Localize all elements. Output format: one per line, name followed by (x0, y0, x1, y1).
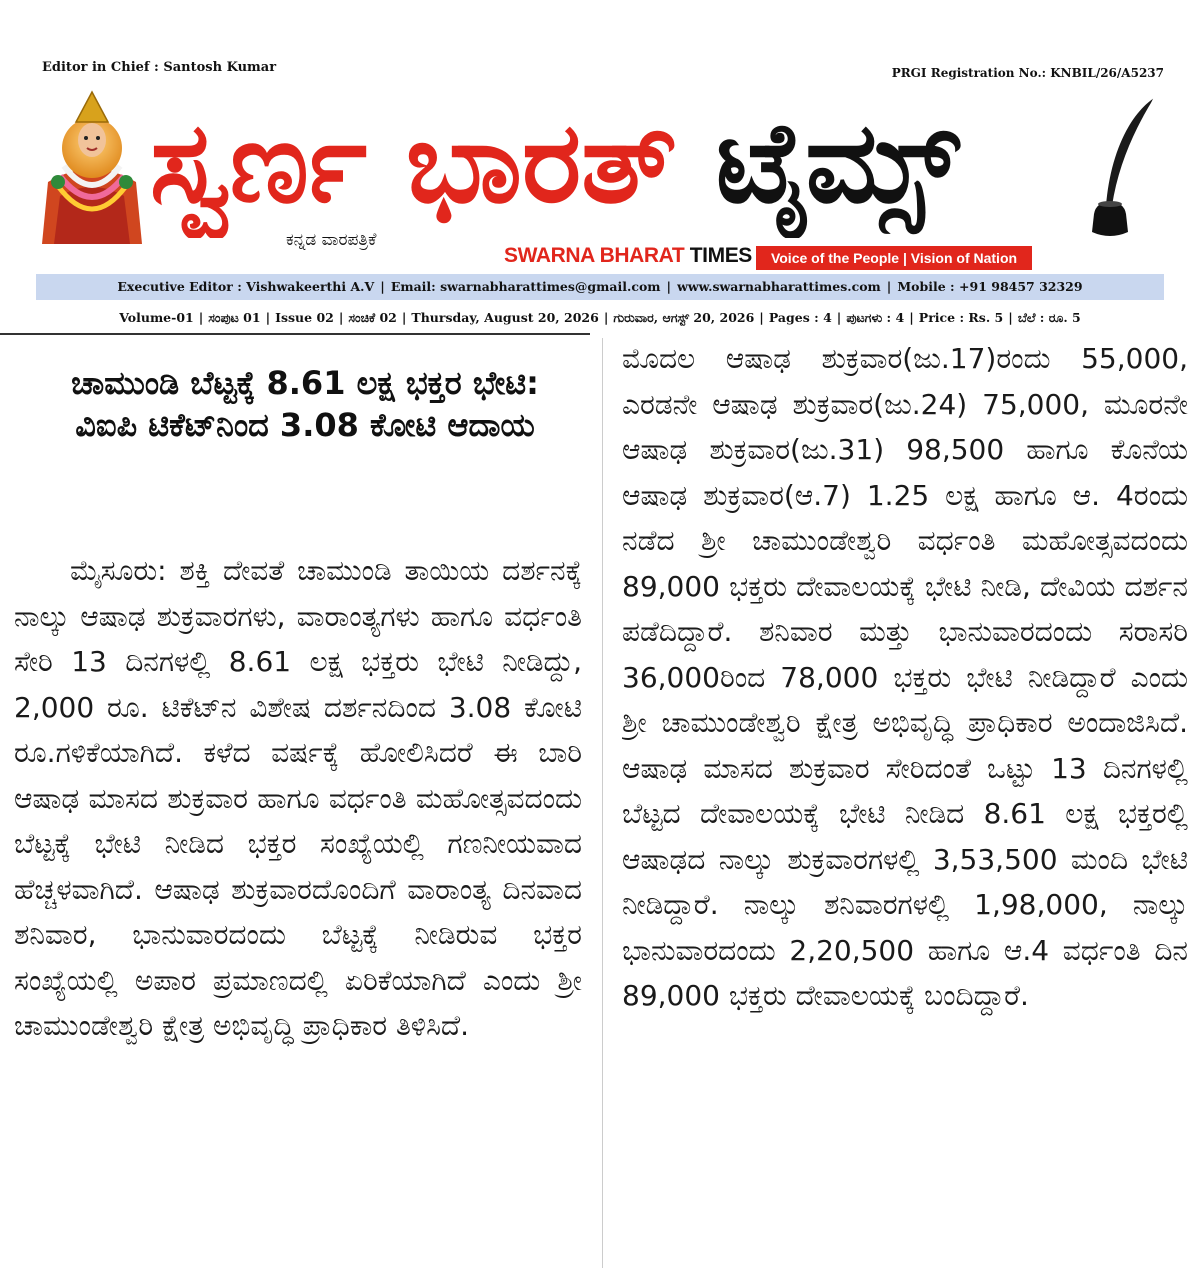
headline-line-2: ವಿಐಪಿ ಟಿಕೆಟ್‌ನಿಂದ 3.08 ಕೋಟಿ ಆದಾಯ (75, 406, 535, 444)
pages: Pages : 4 (768, 310, 832, 325)
volume: Volume-01 (119, 310, 194, 325)
goddess-idol-icon (34, 86, 150, 246)
website-link[interactable]: www.swarnabharattimes.com (677, 279, 881, 294)
issue-number: Issue 02 (275, 310, 334, 325)
english-name-black: TIMES (689, 244, 752, 267)
article-body-right: ಮೊದಲ ಆಷಾಢ ಶುಕ್ರವಾರ(ಜು.17)ರಂದು 55,000, ಎರಡನೇ ಆಷಾಢ ಶುಕ್ರವಾರ(ಜು.24) 75,000, ಮೂರನೇ ಆಷಾಢ ಶುಕ್ರವಾರ(ಜು.31) 98,500 ಹಾಗೂ ಕೊನೆಯ ಆಷಾಢ ಶುಕ್ರವಾರ(ಆ.7) 1.25 ಲಕ್ಷ ಹಾಗೂ ಆ. 4ರಂದು ನಡೆದ ಶ್ರೀ ಚಾಮುಂಡೇಶ್ವರಿ ವರ್ಧಂತಿ ಮಹೋತ್ಸವದಂದು 89,000 ಭಕ್ತರು ದೇವಾಲಯಕ್ಕೆ ಭೇಟಿ ನೀಡಿ, ದೇವಿಯ ದರ್ಶನ ಪಡೆದಿದ್ದಾರೆ. ಶನಿವಾರ ಮತ್ತು ಭಾನುವಾರದಂದು ಸರಾಸರಿ 36,000ರಿಂದ 78,000 ಭಕ್ತರು ಭೇಟಿ ನೀಡಿದ್ದಾರೆ ಎಂದು ಶ್ರೀ ಚಾಮುಂಡೇಶ್ವರಿ ಕ್ಷೇತ್ರ ಅಭಿವೃದ್ಧಿ ಪ್ರಾಧಿಕಾರ ಅಂದಾಜಿಸಿದೆ. ಆಷಾಢ ಮಾಸದ ಶುಕ್ರವಾರ ಸೇರಿದಂತೆ ಒಟ್ಟು 13 ದಿನಗಳಲ್ಲಿ ಬೆಟ್ಟದ ದೇವಾಲಯಕ್ಕೆ ಭೇಟಿ ನೀಡಿದ 8.61 ಲಕ್ಷ ಭಕ್ತರಲ್ಲಿ ಆಷಾಢದ ನಾಲ್ಕು ಶುಕ್ರವಾರಗಳಲ್ಲಿ 3,53,500 ಮಂದಿ ಭೇಟಿ ನೀಡಿದ್ದಾರೆ. ನಾಲ್ಕು ಶನಿವಾರಗಳಲ್ಲಿ 1,98,000, ನಾಲ್ಕು ಭಾನುವಾರದಂದು 2,20,500 ಹಾಗೂ ಆ.4 ವರ್ಧಂತಿ ದಿನ 89,000 ಭಕ್ತರು ದೇವಾಲಯಕ್ಕೆ ಬಂದಿದ್ದಾರೆ. (622, 342, 1188, 1012)
masthead-title-red: ಸ್ವರ್ಣ ಭಾರತ್ (150, 98, 677, 228)
price: Price : Rs. 5 (918, 310, 1004, 325)
issue-number-kn: ಸಂಚಿಕೆ 02 (348, 310, 397, 325)
english-name-red: SWARNA BHARAT (504, 244, 685, 267)
date-kn: ಗುರುವಾರ, ಆಗಸ್ಟ್ 20, 2026 (613, 310, 755, 325)
price-kn: ಬೆಲೆ : ರೂ. 5 (1017, 310, 1081, 325)
column-divider (602, 338, 603, 1268)
masthead-title-black: ಟೈಮ್ಸ್ (715, 98, 959, 228)
prgi-registration: PRGI Registration No.: KNBIL/26/A5237 (891, 66, 1164, 80)
tagline-banner: Voice of the People | Vision of Nation (756, 246, 1032, 270)
quill-inkpot-icon (1088, 96, 1160, 238)
mobile-number: Mobile : +91 98457 32329 (897, 279, 1083, 294)
pages-kn: ಪುಟಗಳು : 4 (846, 310, 905, 325)
editor-in-chief: Editor in Chief : Santosh Kumar (42, 60, 277, 75)
english-name (504, 244, 752, 268)
article-body-left: ಮೈಸೂರು: ಶಕ್ತಿ ದೇವತೆ ಚಾಮುಂಡಿ ತಾಯಿಯ ದರ್ಶನಕ್ಕೆ ನಾಲ್ಕು ಆಷಾಢ ಶುಕ್ರವಾರಗಳು, ವಾರಾಂತ್ಯಗಳು ಹಾಗೂ ವರ್ಧಂತಿ ಸೇರಿ 13 ದಿನಗಳಲ್ಲಿ 8.61 ಲಕ್ಷ ಭಕ್ತರು ಭೇಟಿ ನೀಡಿದ್ದು, 2,000 ರೂ. ಟಿಕೆಟ್‌ನ ವಿಶೇಷ ದರ್ಶನದಿಂದ 3.08 ಕೋಟಿ ರೂ.ಗಳಿಕೆಯಾಗಿದೆ. ಕಳೆದ ವರ್ಷಕ್ಕೆ ಹೋಲಿಸಿದರೆ ಈ ಬಾರಿ ಆಷಾಢ ಮಾಸದ ಶುಕ್ರವಾರ ಹಾಗೂ ವರ್ಧಂತಿ ಮಹೋತ್ಸವದಂದು ಬೆಟ್ಟಕ್ಕೆ ಭೇಟಿ ನೀಡಿದ ಭಕ್ತರ ಸಂಖ್ಯೆಯಲ್ಲಿ ಗಣನೀಯವಾದ ಹೆಚ್ಚಳವಾಗಿದೆ. ಆಷಾಢ ಶುಕ್ರವಾರದೊಂದಿಗೆ ವಾರಾಂತ್ಯ ದಿನವಾದ ಶನಿವಾರ, ಭಾನುವಾರದಂದು ಬೆಟ್ಟಕ್ಕೆ ನೀಡಿರುವ ಭಕ್ತರ ಸಂಖ್ಯೆಯಲ್ಲಿ ಅಪಾರ ಪ್ರಮಾಣದಲ್ಲಿ ಏರಿಕೆಯಾಗಿದೆ ಎಂದು ಶ್ರೀ ಚಾಮುಂಡೇಶ್ವರಿ ಕ್ಷೇತ್ರ ಅಭಿವೃದ್ಧಿ ಪ್ರಾಧಿಕಾರ ತಿಳಿಸಿದೆ. (14, 554, 582, 1042)
issue-info-line: Volume-01 | ಸಂಪುಟ 01 | Issue 02 | ಸಂಚಿಕೆ 02 | Thursday, August 20, 2026 | ಗುರುವಾರ, ಆಗಸ್ಟ್ 20, 2026 | Pages : 4 | ಪುಟಗಳು : 4 | Price : Rs. 5 | ಬೆಲೆ : ರೂ. 5 (119, 310, 1081, 325)
date-en: Thursday, August 20, 2026 (411, 310, 599, 325)
contact-bar: Executive Editor : Vishwakeerthi A.V | Email: swarnabharattimes@gmail.com | www.swarnabharattimes.com | Mobile : +91 98457 32329 (36, 274, 1164, 300)
header-rule (0, 333, 590, 335)
volume-kn: ಸಂಪುಟ 01 (208, 310, 261, 325)
executive-editor: Executive Editor : Vishwakeerthi A.V (117, 279, 375, 294)
masthead-title (150, 88, 1110, 238)
article-headline (18, 362, 592, 446)
weekly-label: ಕನ್ನಡ ವಾರಪತ್ರಿಕೆ (286, 230, 377, 250)
email-link[interactable]: Email: swarnabharattimes@gmail.com (390, 279, 661, 294)
headline-line-1: ಚಾಮುಂಡಿ ಬೆಟ್ಟಕ್ಕೆ 8.61 ಲಕ್ಷ ಭಕ್ತರ ಭೇಟಿ: (71, 364, 539, 402)
